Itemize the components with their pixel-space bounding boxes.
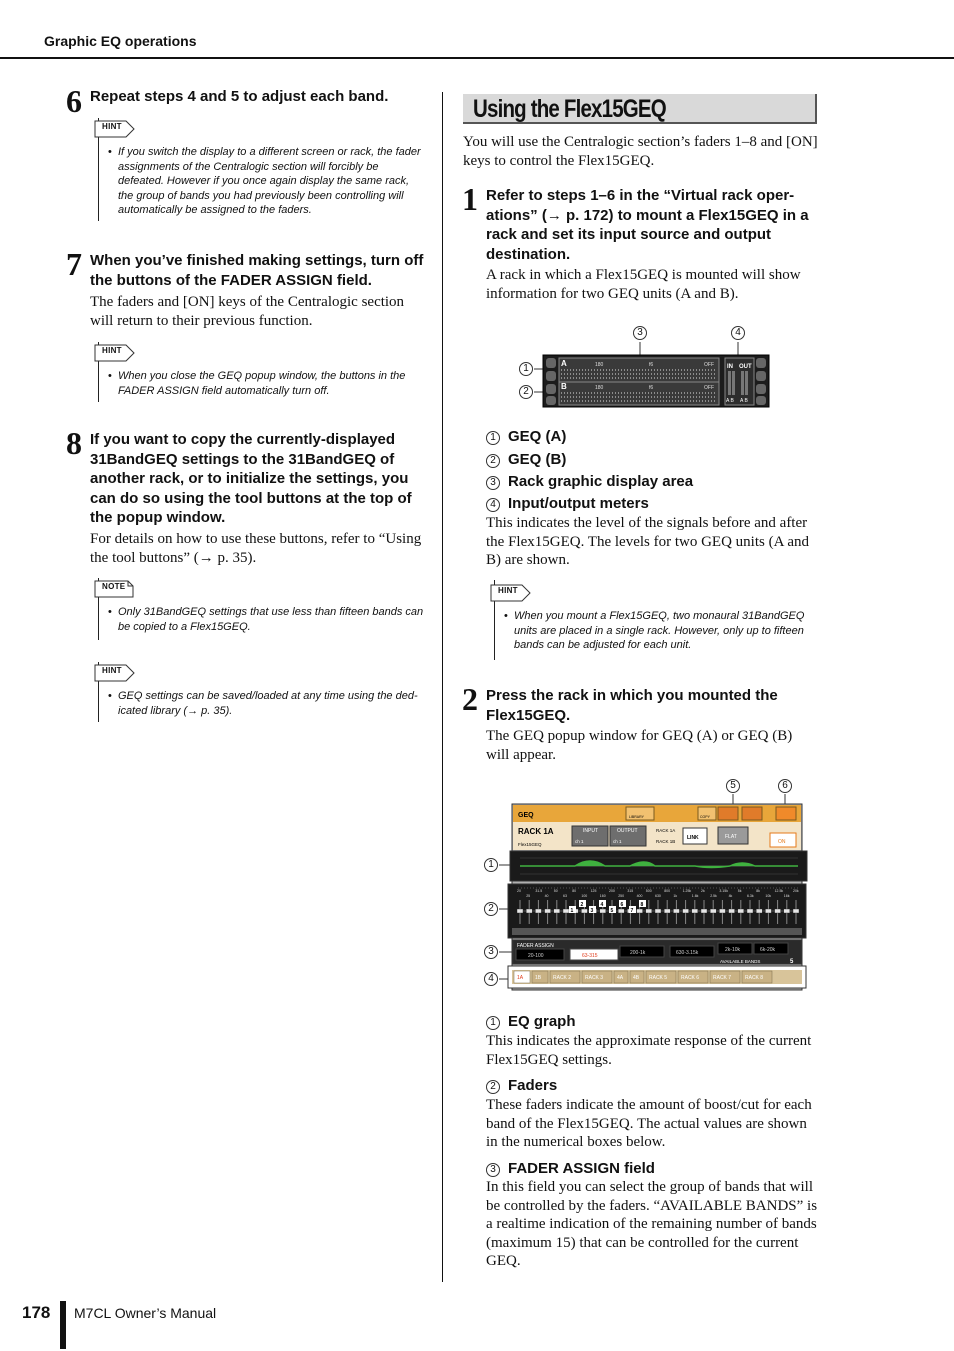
freq-label: 800 xyxy=(664,889,671,893)
rack-tab-label: RACK 6 xyxy=(681,975,700,981)
svg-text:AVAILABLE BANDS: AVAILABLE BANDS xyxy=(720,959,761,964)
callout-2: 2 xyxy=(519,385,533,399)
svg-text:20-100: 20-100 xyxy=(528,953,544,959)
geq-popup-figure xyxy=(480,776,810,992)
svg-text:ch 1: ch 1 xyxy=(613,839,622,844)
freq-label: 1.25k xyxy=(682,889,692,893)
freq-label: 100 xyxy=(581,894,588,898)
svg-text:2k-10k: 2k-10k xyxy=(725,947,741,953)
item-io-meters: 4 Input/output meters xyxy=(486,494,649,514)
section-title: Using the Flex15GEQ xyxy=(463,94,817,124)
section-intro: You will use the Centralogic section’s faders 1–8 and [ON] keys to control the Flex15GEQ. xyxy=(463,134,818,169)
column-divider xyxy=(442,92,443,1282)
freq-label: 400 xyxy=(636,894,643,898)
hint-tag: HINT xyxy=(94,662,138,680)
svg-text:Flex15GEQ: Flex15GEQ xyxy=(518,842,542,847)
hint-tag: HINT xyxy=(94,118,138,136)
svg-text:OFF: OFF xyxy=(704,385,714,391)
freq-label: 3.15k xyxy=(719,889,728,893)
item-faders: 2 Faders xyxy=(486,1076,557,1096)
step-6-number: 6 xyxy=(66,83,82,119)
svg-text:ON: ON xyxy=(778,839,786,845)
svg-text:B: B xyxy=(561,382,567,391)
note-tag: NOTE xyxy=(94,578,138,596)
svg-text:A: A xyxy=(561,359,567,368)
fader-marker-label: 1 xyxy=(570,908,574,914)
freq-label: 125 xyxy=(590,889,597,893)
svg-text:ch 1: ch 1 xyxy=(575,839,584,844)
rack-figure xyxy=(515,322,775,412)
fader-marker-label: 7 xyxy=(630,908,634,914)
step-1-body: A rack in which a Flex15GEQ is mounted will show information for two GEQ units (A and B). xyxy=(486,267,801,302)
hint-box-2 xyxy=(98,342,429,402)
step-1-title: Refer to steps 1–6 in the “Virtual rack oper-ations” (→ p. 172) to mount a Flex15GEQ in a rack and set its input source and output destination. xyxy=(486,187,809,263)
step-8-body: For details on how to use these buttons, refer to “Using the tool buttons” (→ p. 35). xyxy=(90,531,422,566)
page-number: 178 xyxy=(22,1303,51,1322)
freq-label: 20 xyxy=(517,889,521,893)
rack-tab-label: RACK 8 xyxy=(745,975,764,981)
rack-tab-label: 4A xyxy=(617,975,624,981)
svg-text:63-315: 63-315 xyxy=(582,953,598,959)
freq-label: 12.5k xyxy=(774,889,784,893)
svg-text:INPUT: INPUT xyxy=(583,828,598,834)
rack-tab-label: RACK 3 xyxy=(585,975,604,981)
rack-tab-label: RACK 7 xyxy=(713,975,732,981)
fader-assign-body: In this field you can select the group of bands that will be controlled by the faders. “AVAILABLE BANDS” is a realtime indication of the remaining number of bands (maximum 15) that can be controlled for the current GEQ. xyxy=(486,1179,818,1270)
freq-label: 250 xyxy=(618,894,625,898)
freq-label: 200 xyxy=(609,889,615,893)
freq-label: 6.3k xyxy=(747,894,754,898)
step-1-number: 1 xyxy=(462,181,478,217)
freq-label: 20k xyxy=(793,889,799,893)
step-7-number: 7 xyxy=(66,246,82,282)
freq-label: 500 xyxy=(645,889,652,893)
note-text-1: • Only 31BandGEQ settings that use less than fifteen bands can be copied to a Flex15GEQ. xyxy=(108,606,424,633)
svg-text:RACK 1A: RACK 1A xyxy=(656,828,676,833)
hint-tag: HINT xyxy=(94,342,138,360)
freq-label: 5k xyxy=(737,889,742,893)
fader-marker-label: 5 xyxy=(610,908,614,914)
note-box-1 xyxy=(98,578,429,640)
step-7-body: The faders and [ON] keys of the Centralogic section will return to their previous function. xyxy=(90,294,405,329)
callout-6: 6 xyxy=(778,779,792,793)
rack-graphic[interactable] xyxy=(515,322,775,412)
item-rack-display: 3 Rack graphic display area xyxy=(486,472,693,492)
faders-body: These faders indicate the amount of boost/cut for each band of the Flex15GEQ. The actual values are shown in the numerical boxes below. xyxy=(486,1097,812,1151)
rack-tab-label: 4B xyxy=(633,975,640,981)
hint-text-4: • When you mount a Flex15GEQ, two monaural 31BandGEQ units are placed in a single rack. However, only up to fifteen bands can be adjusted for each unit. xyxy=(504,610,805,652)
callout-eq-graph: 1 xyxy=(484,858,498,872)
hint-box-4 xyxy=(494,580,821,660)
freq-label: 10k xyxy=(765,894,772,898)
freq-label: 2.5k xyxy=(710,894,717,898)
hint-tag: HINT xyxy=(490,582,534,600)
callout-3: 3 xyxy=(633,326,647,340)
callout-1: 1 xyxy=(519,362,533,376)
manual-title: M7CL Owner’s Manual xyxy=(74,1305,217,1321)
svg-text:COPY: COPY xyxy=(700,815,710,819)
hint-box-1 xyxy=(98,118,429,221)
freq-label: 1.6k xyxy=(691,894,699,898)
freq-label: 630 xyxy=(655,894,661,898)
step-6-title: Repeat steps 4 and 5 to adjust each band. xyxy=(90,88,389,105)
step-7-title: When you’ve finished making settings, turn off the buttons of the FADER ASSIGN field. xyxy=(90,252,424,289)
svg-text:OFF: OFF xyxy=(704,362,714,368)
svg-text:180: 180 xyxy=(595,385,604,391)
svg-text:RACK 1B: RACK 1B xyxy=(656,839,676,844)
svg-text:200-1k: 200-1k xyxy=(630,950,646,956)
callout-4: 4 xyxy=(731,326,745,340)
svg-text:f6: f6 xyxy=(649,362,654,368)
svg-text:A B: A B xyxy=(726,398,734,404)
svg-text:IN: IN xyxy=(727,364,733,370)
io-meters-body: This indicates the level of the signals before and after the Flex15GEQ. The levels for two GEQ units (A and B) are shown. xyxy=(486,515,810,569)
step-8-title: If you want to copy the currently-displayed 31BandGEQ settings to the 31BandGEQ of another rack, or to initialize the settings, you can do so using the tool buttons at the top of the popup window. xyxy=(90,431,412,526)
svg-text:6k-20k: 6k-20k xyxy=(760,947,776,953)
svg-text:FADER ASSIGN: FADER ASSIGN xyxy=(517,943,554,949)
freq-label: 4k xyxy=(728,894,733,898)
eq-graph-body: This indicates the approximate response of the current Flex15GEQ settings. xyxy=(486,1033,812,1068)
item-fader-assign: 3 FADER ASSIGN field xyxy=(486,1159,655,1179)
fader-marker-label: 6 xyxy=(620,902,624,908)
rack-tab-label: 1B xyxy=(535,975,542,981)
step-8-number: 8 xyxy=(66,425,82,461)
fader-marker-label: 2 xyxy=(580,902,584,908)
freq-label: 40 xyxy=(544,894,549,898)
svg-text:FLAT: FLAT xyxy=(725,834,737,840)
rack-tab-label: RACK 2 xyxy=(553,975,572,981)
svg-text:OUTPUT: OUTPUT xyxy=(617,828,638,834)
step-2-title: Press the rack in which you mounted the Flex15GEQ. xyxy=(486,687,778,724)
freq-label: 63 xyxy=(563,894,567,898)
item-geq-b: 2 GEQ (B) xyxy=(486,450,566,470)
freq-label: 25 xyxy=(526,894,531,898)
freq-label: 80 xyxy=(572,889,577,893)
rack-tab-label: RACK 5 xyxy=(649,975,668,981)
rack-tab-label: 1A xyxy=(517,975,524,981)
callout-fader-assign: 3 xyxy=(484,945,498,959)
svg-text:RACK 1A: RACK 1A xyxy=(518,827,554,836)
running-head: Graphic EQ operations xyxy=(44,33,197,49)
footer-bar xyxy=(60,1301,66,1349)
hint-text-3: • GEQ settings can be saved/loaded at any time using the ded-icated library (→ p. 35). xyxy=(108,690,418,717)
fader-marker-label: 8 xyxy=(640,902,644,908)
svg-text:630-3.15k: 630-3.15k xyxy=(676,950,699,956)
step-2-number: 2 xyxy=(462,681,478,717)
freq-label: 8k xyxy=(756,889,760,893)
freq-label: 1k xyxy=(673,894,678,898)
svg-text:LIBRARY: LIBRARY xyxy=(629,815,644,819)
freq-label: 160 xyxy=(599,894,606,898)
svg-text:LINK: LINK xyxy=(687,835,699,841)
freq-label: 2k xyxy=(701,889,705,893)
svg-text:GEQ: GEQ xyxy=(518,812,534,819)
freq-label: 31.5 xyxy=(535,889,543,893)
item-geq-a: 1 GEQ (A) xyxy=(486,427,566,447)
hint-box-3 xyxy=(98,662,429,722)
svg-text:f6: f6 xyxy=(649,385,654,391)
rack-tab-layer[interactable] xyxy=(480,776,810,992)
callout-faders: 2 xyxy=(484,902,498,916)
fader-marker-label: 4 xyxy=(600,902,604,908)
header-rule xyxy=(0,57,954,59)
freq-label: 16k xyxy=(783,894,790,898)
item-eq-graph: 1 EQ graph xyxy=(486,1012,576,1032)
fader-marker-label: 3 xyxy=(590,908,594,914)
svg-text:180: 180 xyxy=(595,362,604,368)
callout-5: 5 xyxy=(726,779,740,793)
freq-label: 315 xyxy=(627,889,634,893)
svg-text:A B: A B xyxy=(740,398,748,404)
freq-label: 50 xyxy=(553,889,558,893)
svg-text:OUT: OUT xyxy=(739,364,752,370)
svg-text:5: 5 xyxy=(790,959,794,965)
callout-rack-tabs: 4 xyxy=(484,972,498,986)
hint-text-2: • When you close the GEQ popup window, the buttons in the FADER ASSIGN field automatically turn off. xyxy=(108,370,406,397)
step-2-body: The GEQ popup window for GEQ (A) or GEQ (B) will appear. xyxy=(486,728,793,763)
hint-text-1: • If you switch the display to a different screen or rack, the fader assignments of the Centralogic section will forcibly be defeated. However if you once again display the same rack, the group of bands you had previously been controlling will automatically be assigned to the faders. xyxy=(108,146,421,217)
